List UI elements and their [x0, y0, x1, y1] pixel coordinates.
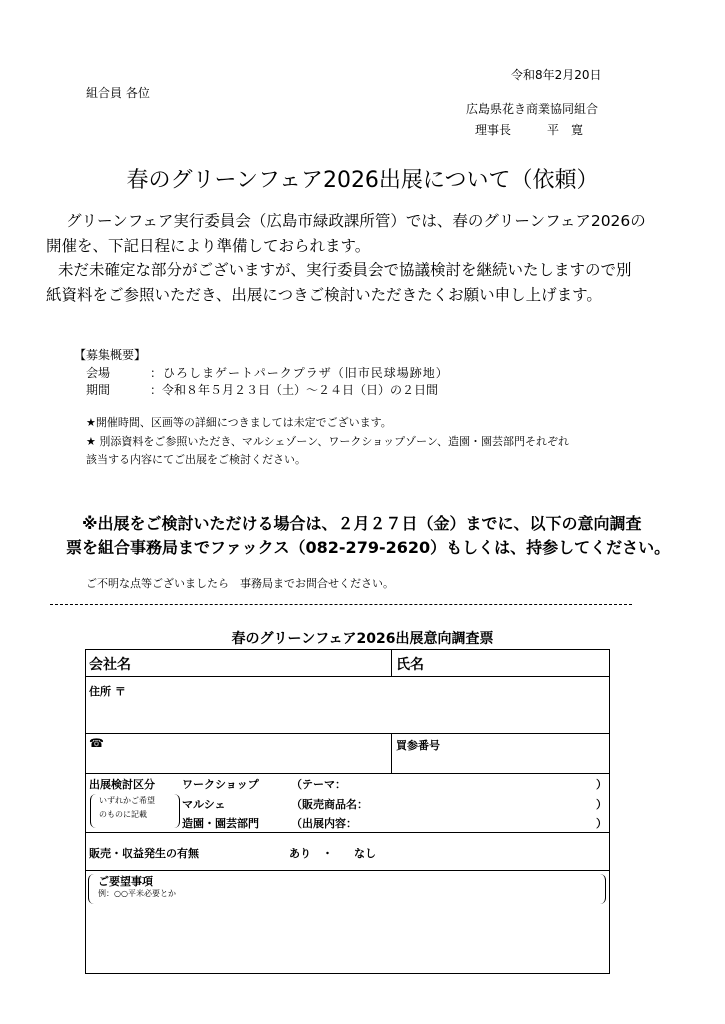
period-label: 期間	[86, 383, 111, 397]
category-label: 出展検討区分	[89, 778, 155, 791]
marche-label[interactable]: マルシェ	[182, 798, 226, 811]
request-line-2: 票を組合事務局までファックス（082-279-2620）もしくは、持参してください。	[66, 538, 671, 557]
company-label[interactable]: 会社名	[89, 657, 131, 673]
sales-label: 販売・収益発生の有無	[89, 847, 199, 860]
marche-field[interactable]: （販売商品名：	[291, 798, 368, 811]
form-title: 春のグリーンフェア2026出展意向調査票	[231, 631, 494, 647]
document-date: 令和8年2月20日	[511, 68, 602, 82]
workshop-label[interactable]: ワークショップ	[182, 778, 259, 791]
select-note-line-2: のものに記載	[99, 810, 147, 819]
recruitment-heading: 【募集概要】	[74, 348, 147, 362]
chair-title: 理事長	[475, 123, 512, 137]
select-note	[90, 794, 180, 828]
form-divider	[86, 773, 609, 774]
landscape-label[interactable]: 造園・園芸部門	[182, 817, 259, 830]
sales-yes-option[interactable]: あり	[289, 847, 311, 860]
body-paragraph-2	[46, 258, 646, 307]
note-3: 該当する内容にてご出展をご検討ください。	[86, 453, 306, 466]
form-divider	[86, 832, 609, 833]
workshop-close-paren: ）	[596, 778, 607, 791]
chair-name: 平 寛	[547, 123, 584, 137]
form-divider	[86, 676, 609, 677]
sender-chair	[475, 121, 583, 138]
select-note-line-1: いずれかご希望	[99, 796, 155, 805]
body-paragraph-2-text: 未だ未確定な部分がございますが、実行委員会で協議検討を継続いたしますので別紙資料をご参照いただき、出展につきご検討いただきたくお願い申し上げます。	[46, 261, 632, 304]
request-line-1: ※出展をご検討いただける場合は、２月２７日（金）までに、以下の意向調査	[82, 514, 642, 533]
cut-line	[50, 604, 632, 605]
survey-form	[85, 649, 610, 974]
period-value: ：令和８年５月２３日（土）～２４日（日）の２日間	[150, 383, 439, 397]
form-divider	[86, 733, 609, 734]
venue-label: 会場	[86, 366, 111, 380]
requests-label[interactable]: ご要望事項	[98, 875, 153, 888]
body-paragraph-1-text: グリーンフェア実行委員会（広島市緑政課所管）では、春のグリーンフェア2026の開催を、下記日程により準備しておられます。	[46, 212, 646, 255]
form-divider	[86, 870, 609, 871]
landscape-field[interactable]: （出展内容：	[291, 817, 357, 830]
sender-organization: 広島県花き商業協同組合	[466, 102, 599, 116]
landscape-close-paren: ）	[596, 817, 607, 830]
note-1: ★開催時間、区画等の詳細につきましては未定でございます。	[86, 416, 392, 429]
buyer-number-label[interactable]: 買参番号	[396, 739, 440, 752]
workshop-field[interactable]: （テーマ：	[291, 778, 346, 791]
contact-note: ご不明な点等ございましたら 事務局までお問合せください。	[86, 577, 394, 590]
form-divider-vertical	[391, 650, 392, 676]
address-label[interactable]: 住所 〒	[89, 685, 126, 698]
phone-icon[interactable]: ☎	[89, 736, 104, 750]
name-label[interactable]: 氏名	[396, 657, 424, 673]
marche-close-paren: ）	[596, 798, 607, 811]
body-paragraph-1	[46, 209, 646, 258]
form-divider-vertical	[391, 733, 392, 773]
sales-separator: ・	[322, 847, 333, 860]
sales-no-option[interactable]: なし	[354, 847, 376, 860]
requests-example: 例：○○平米必要とか	[98, 889, 176, 898]
note-2: ★ 別添資料をご参照いただき、マルシェゾーン、ワークショップゾーン、造園・園芸部門それぞれ	[86, 435, 569, 448]
addressee: 組合員 各位	[86, 86, 150, 100]
venue-value: ：ひろしまゲートパークプラザ（旧市民球場跡地）	[150, 366, 449, 380]
document-title: 春のグリーンフェア2026出展について（依頼）	[126, 168, 599, 193]
